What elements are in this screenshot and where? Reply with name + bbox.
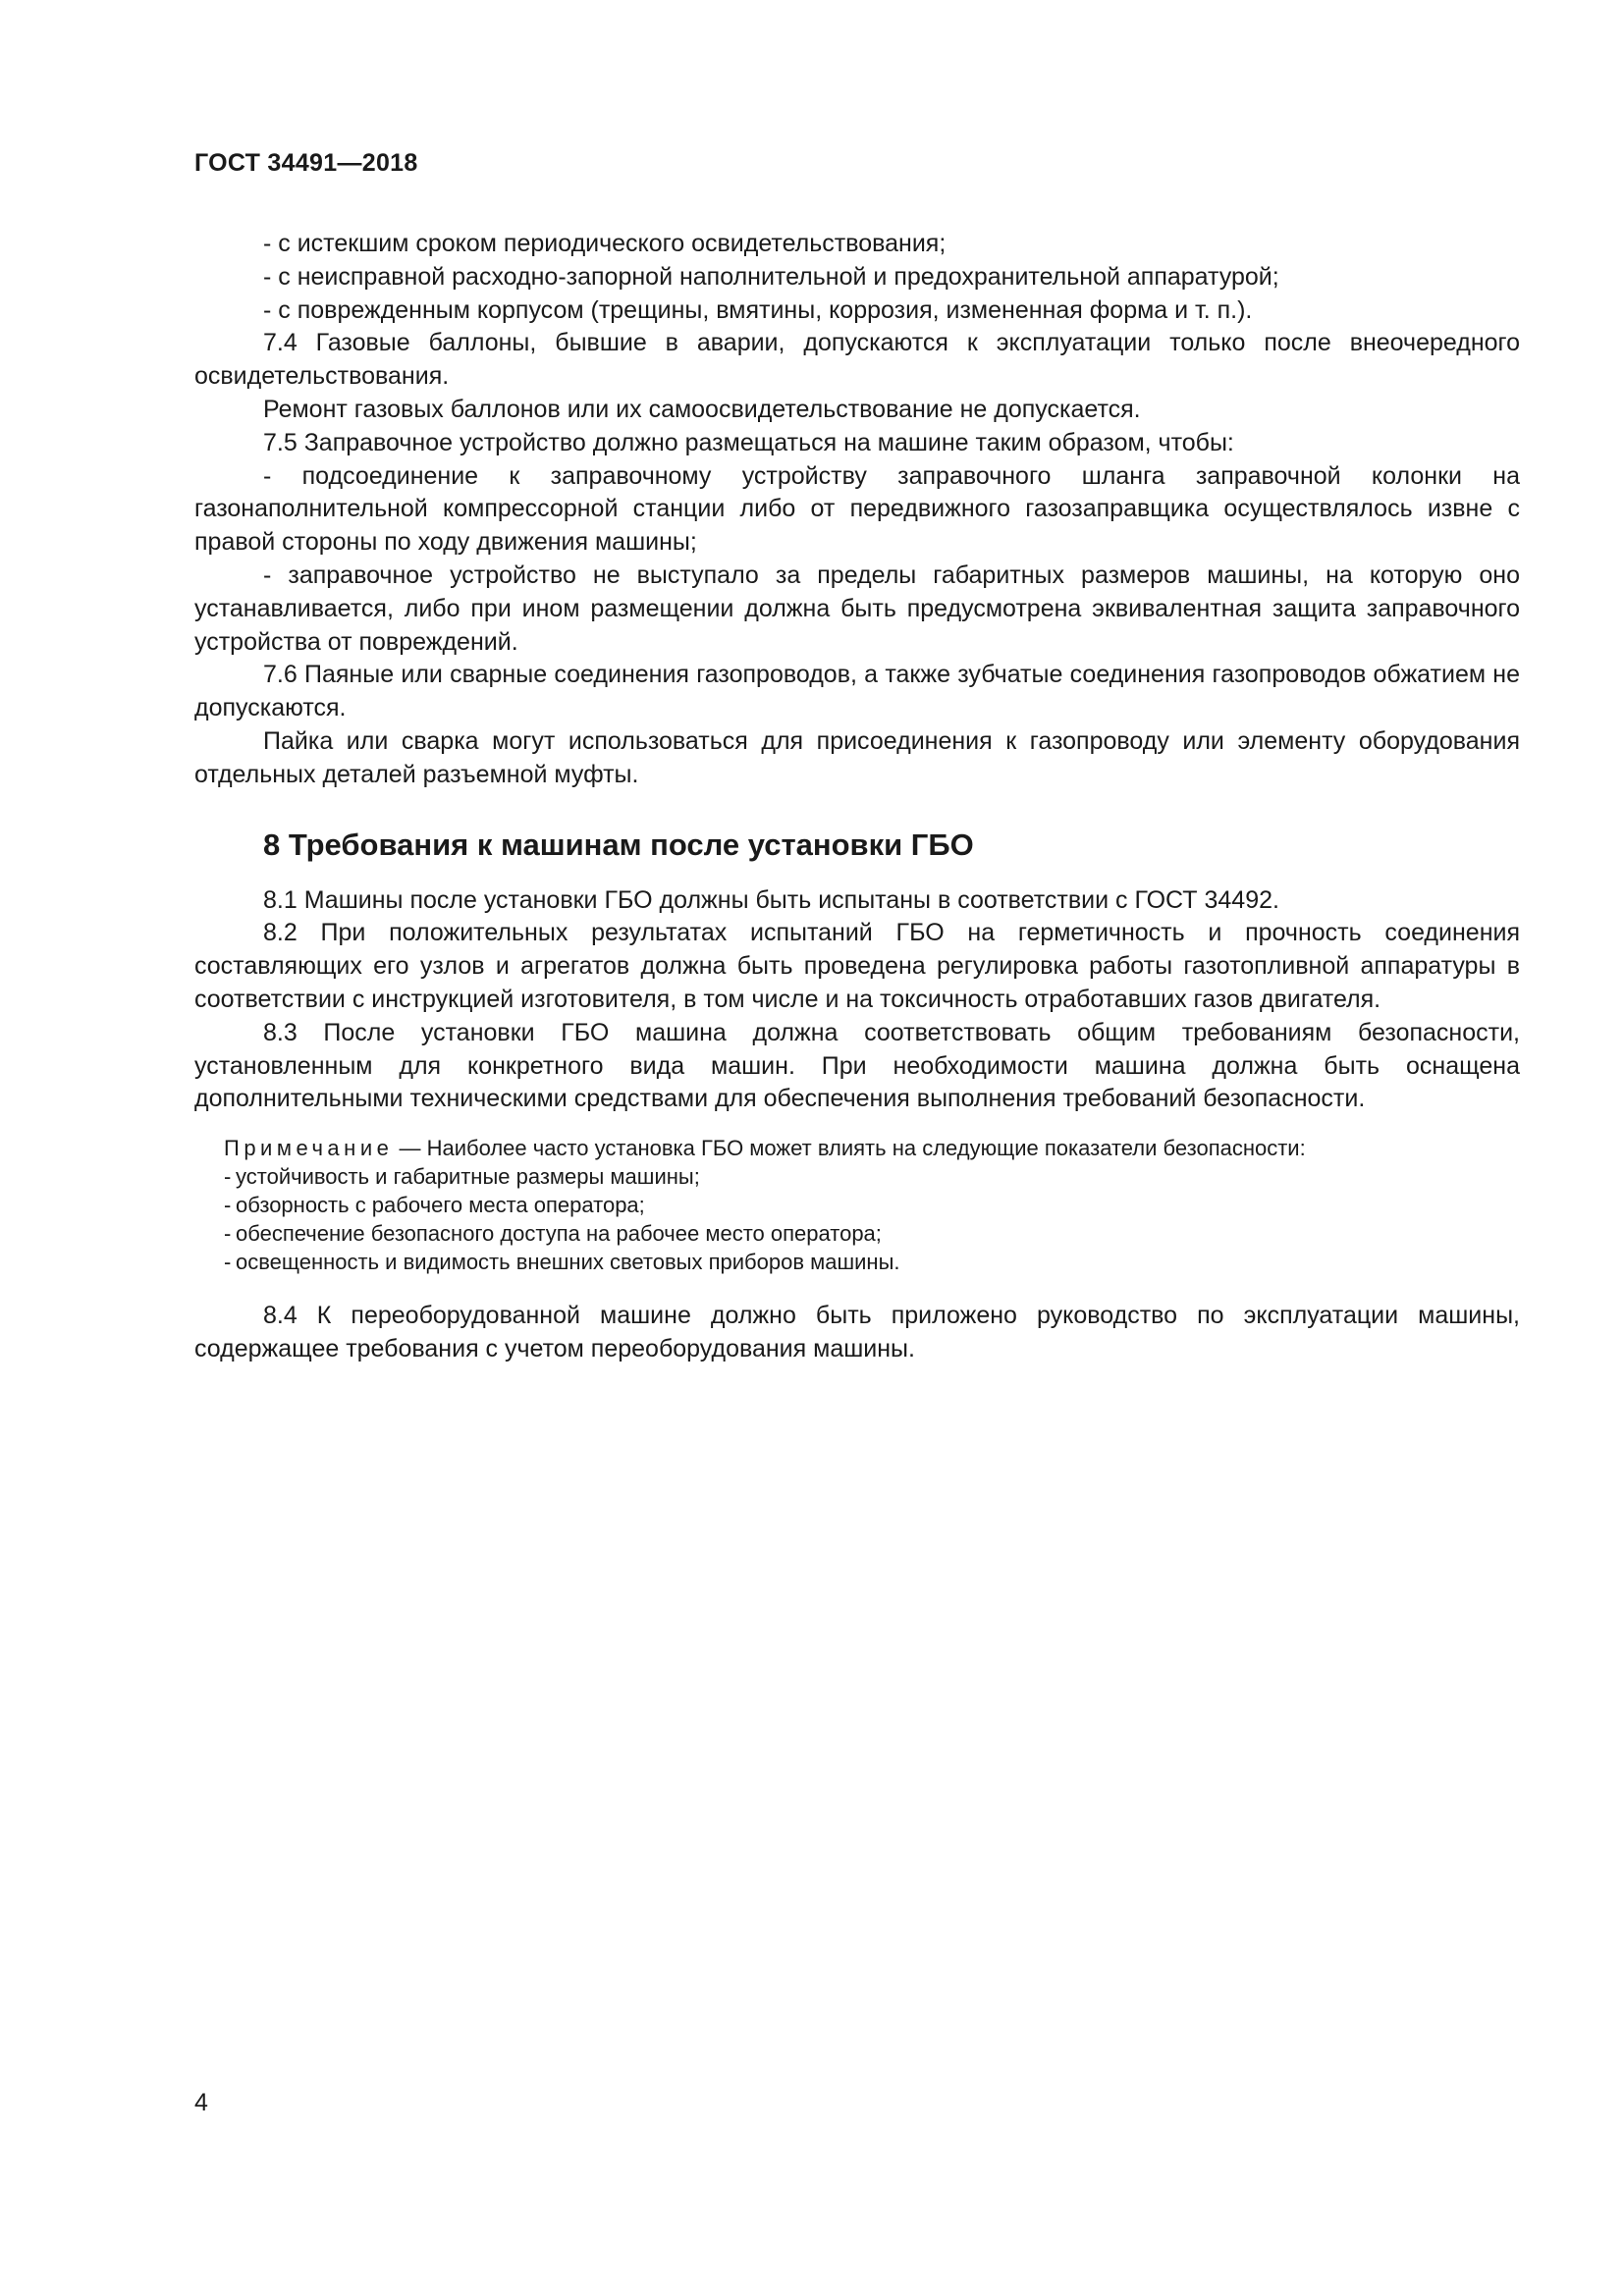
paragraph-damaged-body: - с поврежденным корпусом (трещины, вмятины, коррозия, измененная форма и т. п.). xyxy=(263,295,1253,324)
paragraph-expired-inspection: - с истекшим сроком периодического освидетельствования; xyxy=(263,230,947,257)
note-block xyxy=(194,1134,1520,1276)
note-heading xyxy=(224,1134,1520,1162)
paragraph-8-2: 8.2 При положительных результатах испытаний ГБО на герметичность и прочность соединения составляющих его узлов и агрегатов должна быть проведена регулировка работы газотопливной аппаратуры в соответствии с инструкцией изготовителя, в том числе и на токсичность отработавших газов двигателя. xyxy=(194,919,1520,1013)
note-text: — Наиболее часто установка ГБО может влиять на следующие показатели безопасности: xyxy=(393,1136,1306,1161)
paragraph-hose-connection: - подсоединение к заправочному устройству заправочного шланга заправочной колонки на газонаполнительной компрессорной станции либо от передвижного газозаправщика осуществлялось извне с правой стороны по ходу движения машины; xyxy=(194,461,1520,557)
paragraph-8-1: 8.1 Машины после установки ГБО должны быть испытаны в соответствии с ГОСТ 34492. xyxy=(263,885,1279,914)
paragraph-filling-device-position: - заправочное устройство не выступало за пределы габаритных размеров машины, на которую оно устанавливается, либо при ином размещении должна быть предусмотрена эквивалентная защита заправочного устройства от повреждений. xyxy=(194,561,1520,656)
note-item: - обзорность с рабочего места оператора; xyxy=(224,1193,645,1218)
note-item: - освещенность и видимость внешних световых приборов машины. xyxy=(224,1250,900,1275)
document-body xyxy=(194,228,1520,1366)
paragraph-7-4: 7.4 Газовые баллоны, бывшие в аварии, допускаются к эксплуатации только после внеочередного освидетельствования. xyxy=(194,329,1520,391)
paragraph-faulty-valves: - с неисправной расходно-запорной наполнительной и предохранительной аппаратурой; xyxy=(263,262,1279,291)
note-item: - обеспечение безопасного доступа на рабочее место оператора; xyxy=(224,1221,882,1247)
note-item: - устойчивость и габаритные размеры машины; xyxy=(224,1164,700,1190)
paragraph-8-3: 8.3 После установки ГБО машина должна соответствовать общим требованиям безопасности, установленным для конкретного вида машин. При необходимости машина должна быть оснащена дополнительными техническими средствами для обеспечения выполнения требований безопасности. xyxy=(194,1018,1520,1113)
note-label: Примечание xyxy=(224,1136,394,1161)
document-code: ГОСТ 34491—2018 xyxy=(194,149,418,177)
section-title: 8 Требования к машинам после установки ГБО xyxy=(263,827,974,862)
paragraph-7-5: 7.5 Заправочное устройство должно размещаться на машине таким образом, чтобы: xyxy=(263,428,1234,456)
page-number: 4 xyxy=(194,2089,208,2116)
paragraph-7-6: 7.6 Паяные или сварные соединения газопроводов, а также зубчатые соединения газопроводов обжатием не допускаются. xyxy=(194,661,1520,722)
paragraph-repair-prohibited: Ремонт газовых баллонов или их самоосвидетельствование не допускается. xyxy=(263,395,1141,423)
paragraph-soldering: Пайка или сварка могут использоваться для присоединения к газопроводу или элементу оборудования отдельных деталей разъемной муфты. xyxy=(194,726,1520,788)
paragraph-8-4: 8.4 К переоборудованной машине должно быть приложено руководство по эксплуатации машины, содержащее требования с учетом переоборудования машины. xyxy=(194,1302,1520,1362)
